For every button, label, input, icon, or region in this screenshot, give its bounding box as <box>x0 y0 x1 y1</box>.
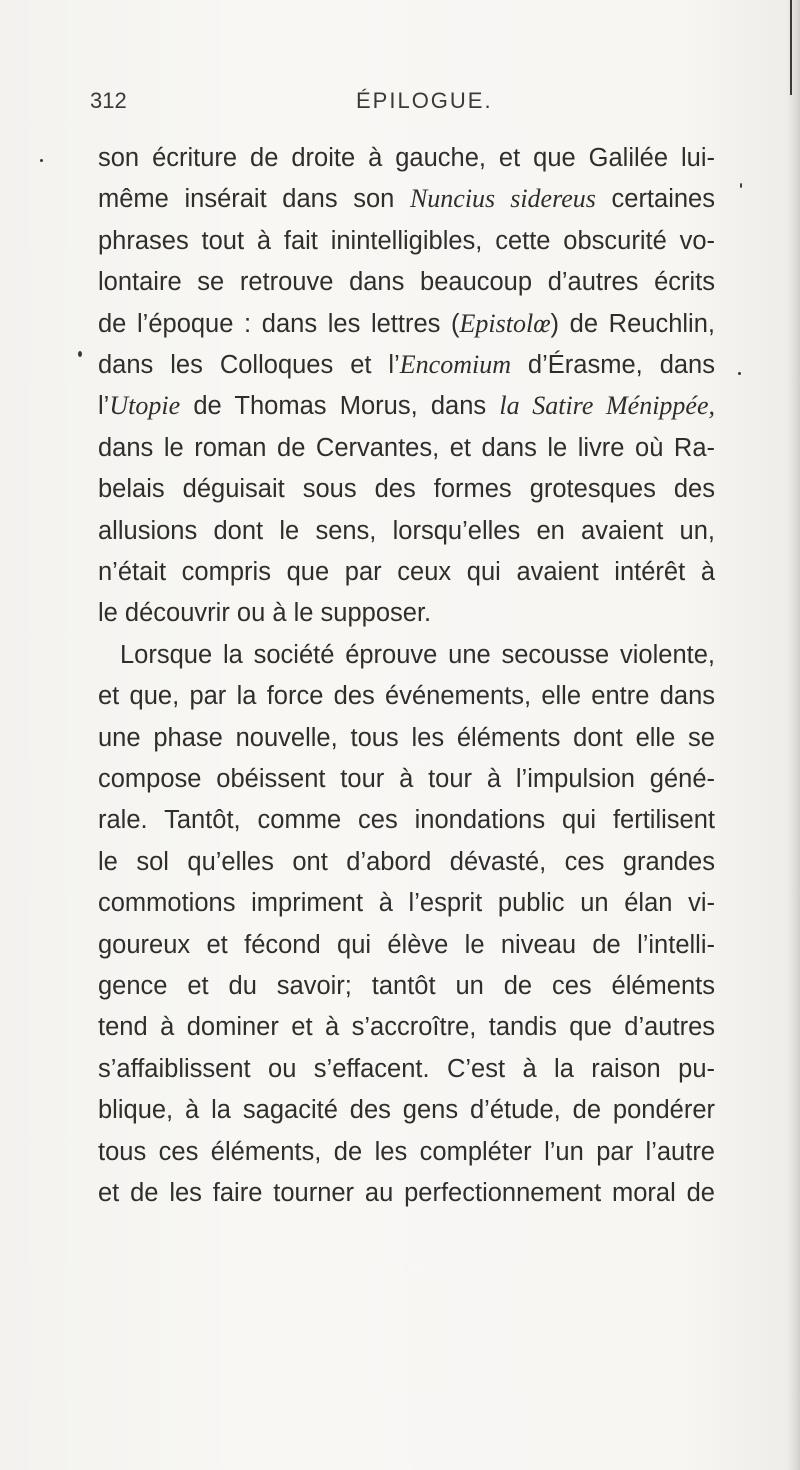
text-segment: phrases tout à fait inintelligibles, cette obscurité vo- <box>98 226 715 255</box>
text-segment: n’était compris que par ceux qui avaient intérêt à <box>98 558 715 586</box>
text-segment: de Thomas Morus, dans <box>180 392 500 421</box>
text-line <box>98 925 715 965</box>
italic-text: Utopie <box>109 391 181 421</box>
page-number: 312 <box>90 88 127 113</box>
text-segment: Lorsque la société éprouve une secousse violente, <box>120 640 715 669</box>
text-segment: certaines <box>595 185 715 214</box>
text-line <box>98 428 715 468</box>
text-segment: le sol qu’elles ont d’abord dévasté, ces grandes <box>98 847 715 876</box>
text-line <box>98 883 715 923</box>
text-segment: de l’époque : dans les lettres ( <box>98 309 460 338</box>
text-segment: dans le roman de Cervantes, et dans le livre où Ra- <box>98 433 715 462</box>
text-segment: et de les faire tourner au perfectionnement moral de <box>98 1179 715 1207</box>
text-segment: gence et du savoir; tantôt un de ces éléments <box>98 972 715 1000</box>
text-segment: son écriture de droite à gauche, et que Galilée lui- <box>98 144 715 172</box>
text-segment: s’affaiblissent ou s’effacent. C’est à la raison pu- <box>98 1054 715 1083</box>
text-segment: ) de Reuchlin, <box>550 309 715 338</box>
text-line <box>98 221 715 261</box>
text-line <box>98 1173 715 1213</box>
text-line <box>98 345 715 385</box>
text-line <box>98 179 715 219</box>
text-segment: lontaire se retrouve dans beaucoup d’autres écrits <box>98 268 715 297</box>
ink-speck <box>40 159 43 162</box>
text-line <box>98 262 715 302</box>
text-segment: d’Érasme, dans <box>510 351 715 379</box>
text-line <box>98 1090 715 1130</box>
text-segment: compose obéissent tour à tour à l’impulsion géné- <box>98 765 715 793</box>
text-line <box>98 635 715 675</box>
page-edge-line <box>790 0 792 95</box>
text-segment: une phase nouvelle, tous les éléments dont elle se <box>98 723 715 752</box>
text-line <box>98 800 715 840</box>
text-segment: allusions dont le sens, lorsqu’elles en avaient un, <box>98 516 715 545</box>
italic-text: Epistolœ <box>459 308 551 338</box>
text-line <box>98 1132 715 1172</box>
text-line <box>98 759 715 799</box>
italic-text: Encomium <box>399 350 511 379</box>
text-segment: goureux et fécond qui élève le niveau de l’intelli- <box>98 930 715 959</box>
text-line <box>98 593 715 633</box>
ink-speck <box>738 372 741 375</box>
text-line <box>98 469 715 509</box>
text-line <box>98 842 715 882</box>
text-line <box>98 552 715 592</box>
text-segment: et que, par la force des événements, elle entre dans <box>98 682 715 711</box>
text-line <box>98 386 715 426</box>
running-head <box>0 88 800 118</box>
text-line <box>98 966 715 1006</box>
text-segment: belais déguisait sous des formes grotesques des <box>98 475 715 504</box>
ink-speck <box>740 183 742 188</box>
text-line <box>98 1007 715 1047</box>
text-segment: commotions impriment à l’esprit public un élan vi- <box>98 889 715 918</box>
text-line <box>98 511 715 551</box>
running-title: ÉPILOGUE. <box>356 88 493 113</box>
text-segment: l’ <box>98 392 110 421</box>
text-line <box>98 1049 715 1089</box>
text-segment: tous ces éléments, de les compléter l’un par l’autre <box>98 1137 715 1166</box>
italic-text: la Satire Ménippée, <box>499 391 715 421</box>
text-line <box>98 676 715 716</box>
text-line <box>98 304 715 344</box>
ink-speck <box>78 351 82 357</box>
text-segment: le découvrir ou à le supposer. <box>98 599 432 628</box>
text-segment: rale. Tantôt, comme ces inondations qui fertilisent <box>98 806 715 835</box>
text-line <box>98 718 715 758</box>
text-segment: blique, à la sagacité des gens d’étude, de pondérer <box>98 1096 715 1125</box>
page-edge-shadow <box>786 0 800 1470</box>
italic-text: Nuncius sidereus <box>409 184 596 214</box>
text-segment: même insérait dans son <box>98 185 410 214</box>
text-segment: tend à dominer et à s’accroître, tandis que d’autres <box>98 1013 715 1042</box>
text-segment: dans les Colloques et l’ <box>98 351 400 379</box>
text-line <box>98 138 715 178</box>
